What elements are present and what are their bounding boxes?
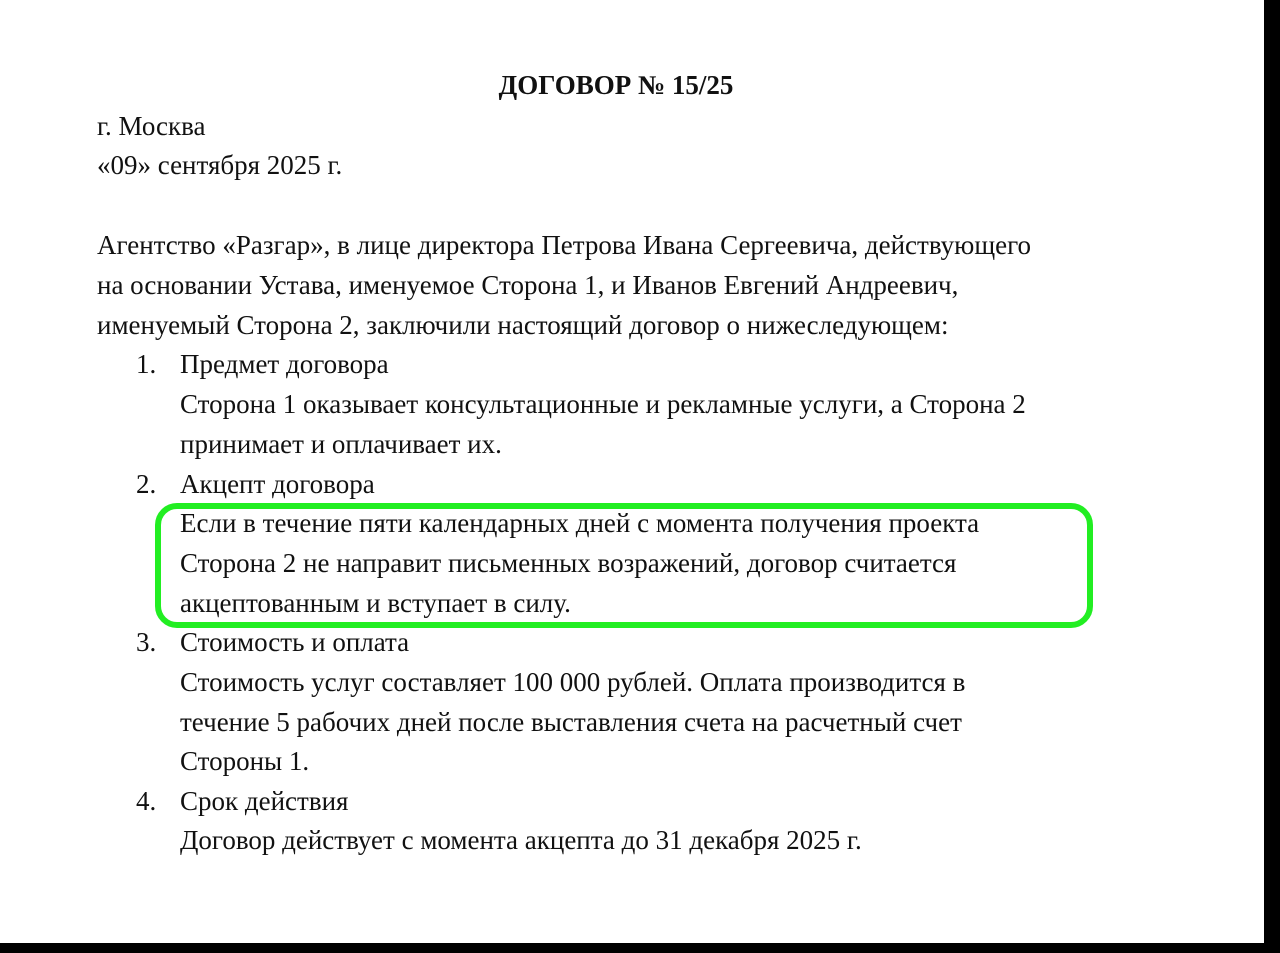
section-body-line: акцептованным и вступает в силу.: [180, 588, 571, 618]
section-body-line: Договор действует с момента акцепта до 31 декабря 2025 г.: [180, 825, 862, 855]
section-heading: Предмет договора: [180, 349, 389, 379]
section-body-line: течение 5 рабочих дней после выставления счета на расчетный счет: [180, 707, 962, 737]
section-body-line: Сторона 1 оказывает консультационные и рекламные услуги, а Сторона 2: [180, 389, 1026, 419]
section-body-line: Сторона 2 не направит письменных возражений, договор считается: [180, 548, 957, 578]
section-body-line: принимает и оплачивает их.: [180, 429, 502, 459]
section-number: 4.: [136, 786, 157, 816]
section-body-line: Если в течение пяти календарных дней с момента получения проекта: [180, 508, 980, 538]
section-number: 3.: [136, 627, 157, 657]
preamble-line: именуемый Сторона 2, заключили настоящий договор о нижеследующем:: [97, 310, 949, 340]
section-number: 2.: [136, 469, 157, 499]
section-body-line: Стороны 1.: [180, 746, 310, 776]
section-heading: Срок действия: [180, 786, 349, 816]
document-city: г. Москва: [97, 111, 206, 141]
highlight-box: [155, 503, 1093, 628]
preamble-line: Агентство «Разгар», в лице директора Петрова Ивана Сергеевича, действующего: [97, 230, 1032, 260]
section-number: 1.: [136, 349, 157, 379]
document-title: ДОГОВОР № 15/25: [498, 70, 734, 100]
preamble-line: на основании Устава, именуемое Сторона 1, и Иванов Евгений Андреевич,: [97, 270, 959, 300]
section-body-line: Стоимость услуг составляет 100 000 рублей. Оплата производится в: [180, 667, 966, 697]
section-heading: Стоимость и оплата: [180, 627, 410, 657]
section-heading: Акцепт договора: [180, 469, 375, 499]
document-date: «09» сентября 2025 г.: [97, 150, 343, 180]
